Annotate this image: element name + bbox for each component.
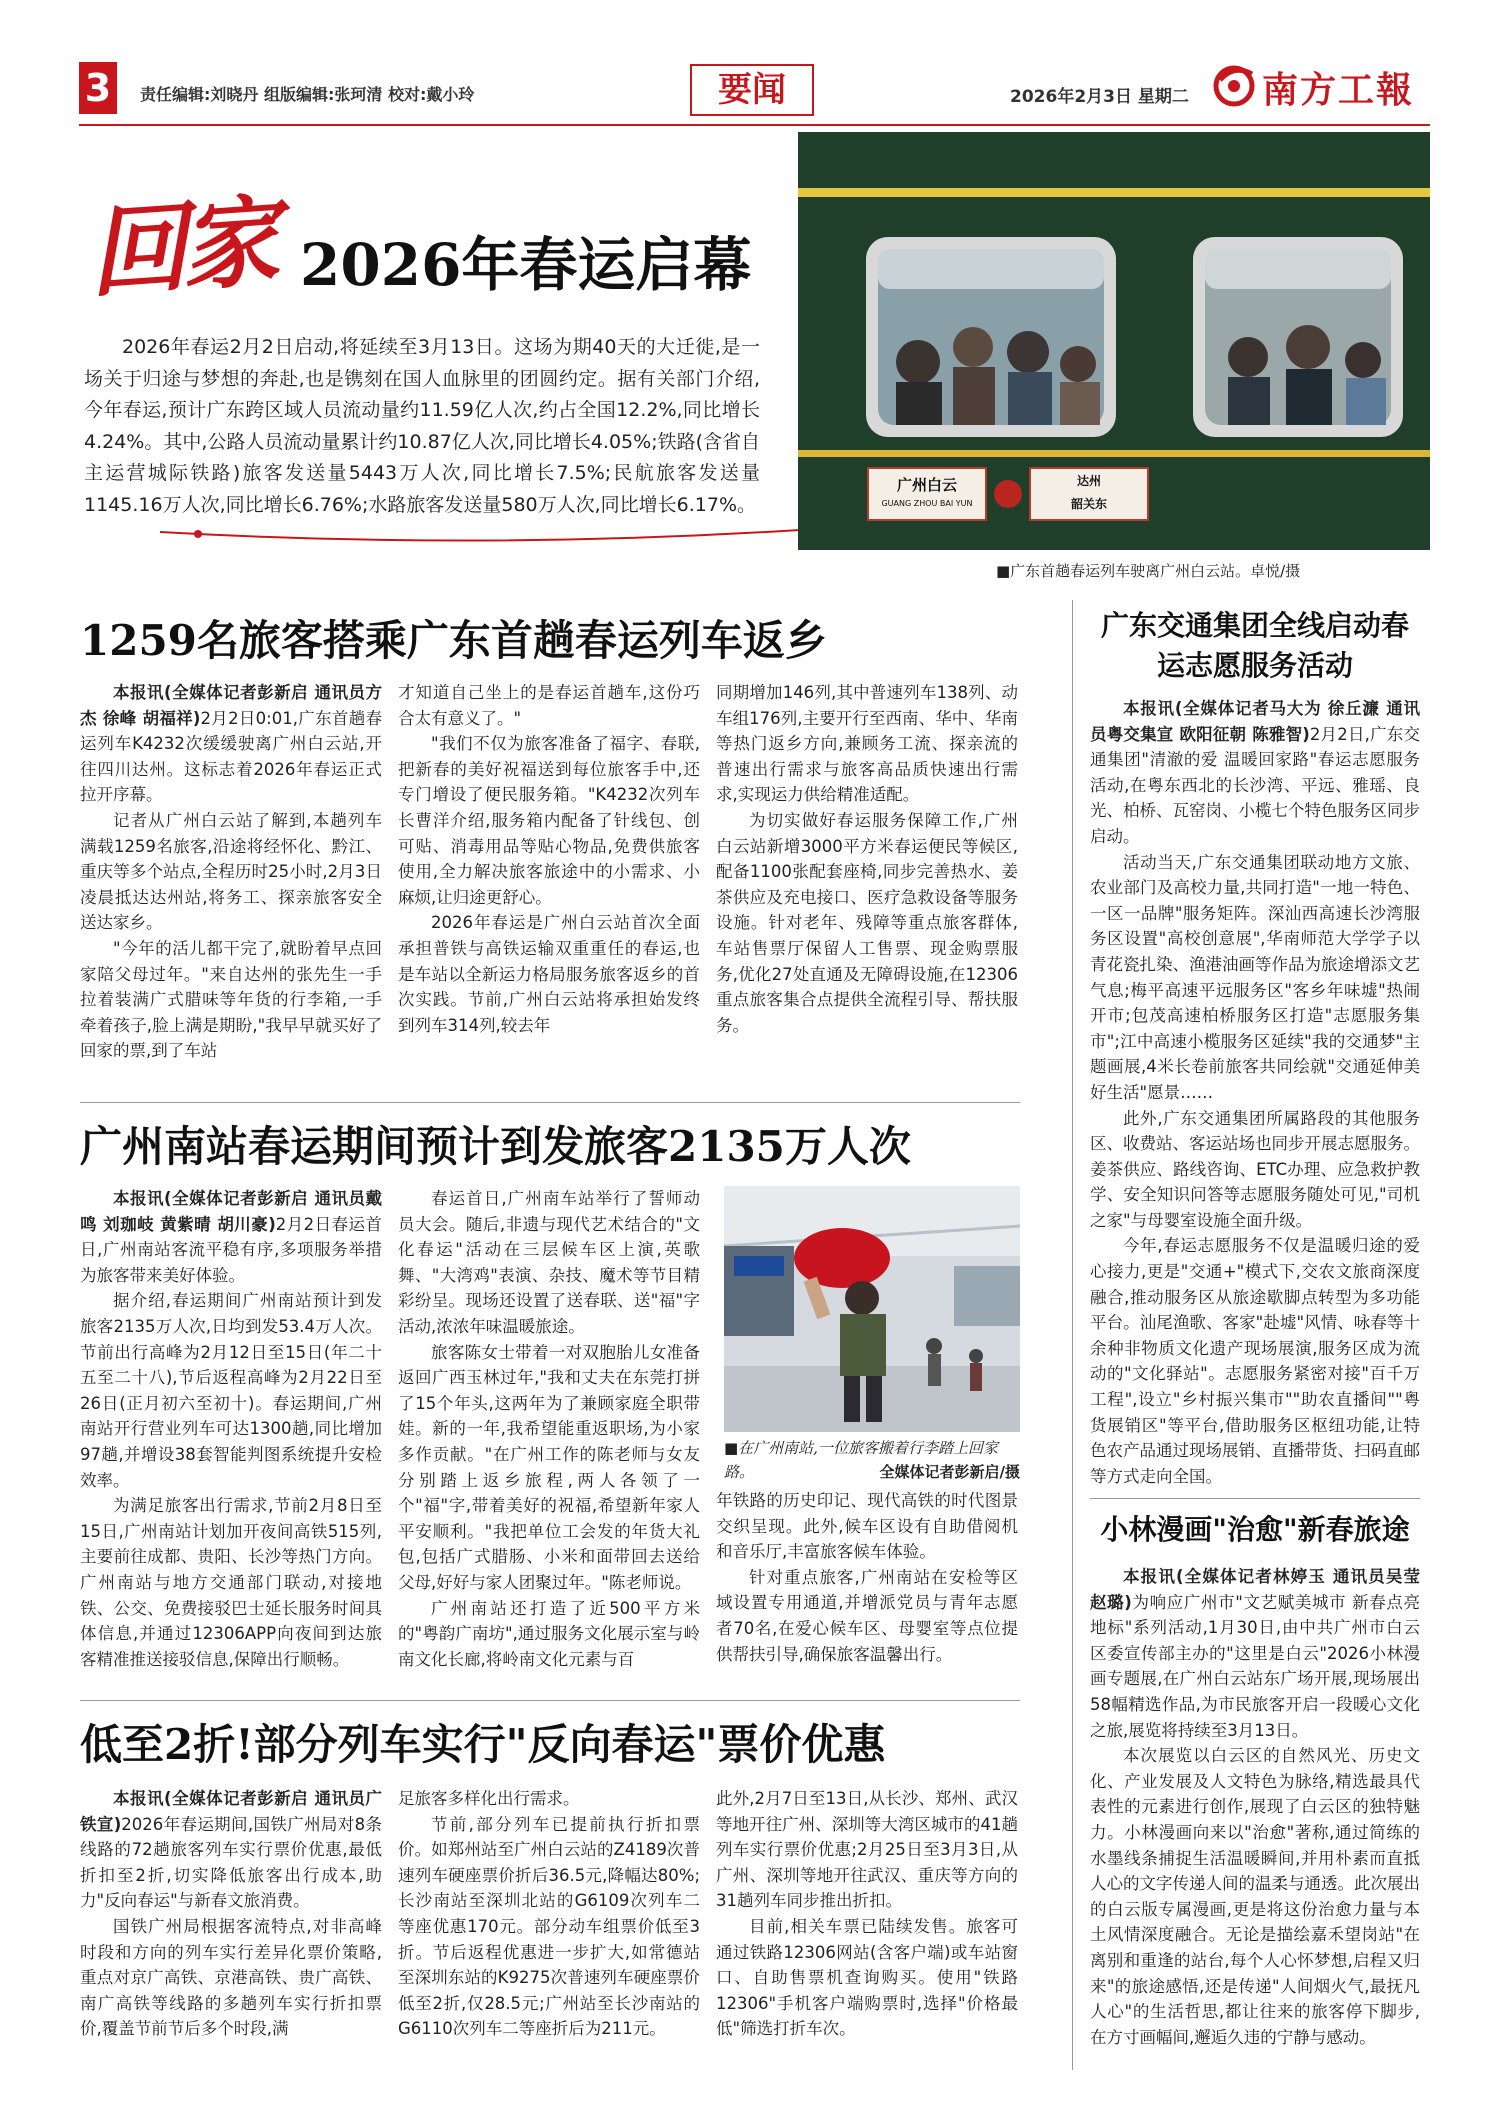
hero-photo bbox=[798, 132, 1430, 550]
header-rule bbox=[79, 124, 1430, 126]
article1-col1: 本报讯(全媒体记者彭新启 通讯员方杰 徐峰 胡福祥)2月2日0:01,广东首趟春运列车K4232次缓缓驶离广州白云站,开往四川达州。这标志着2026年春运正式拉开序幕。 记者从广州白云站了解到,本趟列车满载1259名旅客,沿途将经怀化、黔江、重庆等多个站点,全程历时25小时,2月3日凌晨抵达达州站,将务工、探亲旅客安全送达家乡。 "今年的活儿都干完了,就盼着早点回家陪父母过年。"来自达州的张先生一手拉着装满广式腊味等年货的行李箱,一手牵着孩子,脸上满是期盼,"我早早就买好了回家的票,到了车站 bbox=[80, 683, 382, 1061]
newspaper-logo bbox=[1210, 60, 1430, 110]
station-traveler-illustration bbox=[724, 1186, 1020, 1432]
article2-col2: 春运首日,广州南车站举行了誓师动员大会。随后,非遗与现代艺术结合的"文化春运"活动在三层候车区上演,英歌舞、"大湾鸡"表演、杂技、魔术等节目精彩纷呈。现场还设置了送春联、送"福"字活动,浓浓年味温暖旅途。 旅客陈女士带着一对双胞胎儿女准备返回广西玉林过年,"我和丈夫在东莞打拼了15个年头,这两年为了兼顾家庭全职带娃。新的一年,我希望能重返职场,为小家多作贡献。"在广州工作的陈老师与女友分别踏上返乡旅程,两人各领了一个"福"字,带着美好的祝福,希望新年家人平安顺利。"我把单位工会发的年货大礼包,包括广式腊肠、小米和面带回去送给父母,好好与家人团聚过年。"陈老师说。 广州南站还打造了近500平方米的"粤韵广南坊",通过服务文化展示室与岭南文化长廊,将岭南文化元素与百 bbox=[398, 1189, 700, 1669]
article2-photo bbox=[724, 1186, 1020, 1432]
sidebar1-body: 本报讯(全媒体记者马大为 徐丘濂 通讯员粤交集宣 欧阳征朝 陈雅智)2月2日,广东交通集团"清澈的爱 温暖回家路"春运志愿服务活动,在粤东西北的长沙湾、平远、雅瑶、良光、柏桥、瓦窑岗、小榄七个特色服务区同步启动。 活动当天,广东交通集团联动地方文旅、农业部门及高校力量,共同打造"一地一特色、一区一品牌"服务矩阵。深汕西高速长沙湾服务区设置"高校创意展",华南师范大学学子以青花瓷扎染、渔港油画等作品为旅途增添文艺气息;梅平高速平远服务区"客乡年味墟"热闹开市;包茂高速柏桥服务区打造"志愿服务集市";江中高速小榄服务区延续"我的交通梦"主题画展,4米长卷前旅客共同绘就"交通延伸美好生活"愿景…… 此外,广东交通集团所属路段的其他服务区、收费站、客运站场也同步开展志愿服务。姜茶供应、路线咨询、ETC办理、应急救护教学、安全知识问答等志愿服务随处可见,"司机之家"与母婴室设施全面升级。 今年,春运志愿服务不仅是温暖归途的爱心接力,更是"交通+"模式下,交农文旅商深度融合,推动服务区从旅途歇脚点转型为多功能平台。汕尾渔歌、客家"赴墟"风情、咏春等十余种非物质文化遗产现场展演,服务区成为流动的"文化驿站"。志愿服务紧密对接"百千万工程",设立"乡村振兴集市""助农直播间""粤货展销区"等平台,借助服务区枢纽功能,让特色农产品通过现场展销、直播带货、扫码直邮等方式走向全国。 bbox=[1090, 699, 1420, 1486]
lead-swoosh-decoration bbox=[160, 520, 800, 550]
sidebar2-title: 小林漫画"治愈"新春旅途 bbox=[1100, 1513, 1410, 1546]
article3-title: 低至2折!部分列车实行"反向春运"票价优惠 bbox=[80, 1720, 886, 1769]
article2-col3: 年铁路的历史印记、现代高铁的时代图景交织呈现。此外,候车区设有自助借阅机和音乐厅,丰富旅客候车体验。 针对重点旅客,广州南站在安检等区域设置专用通道,并增派党员与青年志愿者70名,在爱心候车区、母婴室等点位提供帮扶引导,确保旅客温馨出行。 bbox=[716, 1491, 1018, 1664]
sidebar1-title: 广东交通集团全线启动春运志愿服务活动 bbox=[1100, 609, 1409, 682]
logo-text: 南方工報 bbox=[1262, 70, 1415, 111]
article3-col1: 本报讯(全媒体记者彭新启 通讯员广铁宣)2026年春运期间,国铁广州局对8条线路的72趟旅客列车实行票价优惠,最低折扣至2折,切实降低旅客出行成本,助力"反向春运"与新春文旅消费。 国铁广州局根据客流特点,对非高峰时段和方向的列车实行差异化票价策略,重点对京广高铁、京港高铁、贵广高铁、南广高铁等线路的多趟列车实行折扣票价,覆盖节前节后多个时段,满 bbox=[80, 1789, 383, 2039]
logo-emblem-icon bbox=[1210, 60, 1260, 110]
article2-photo-caption: ■在广州南站,一位旅客搬着行李踏上回家路。 全媒体记者彭新启/摄 bbox=[724, 1439, 1020, 1481]
sign-right: 达州 韶关东 bbox=[1070, 474, 1107, 511]
divider bbox=[80, 1102, 1020, 1103]
divider bbox=[80, 1700, 1020, 1701]
issue-date: 2026年2月3日 星期二 bbox=[1010, 87, 1189, 107]
hero-title-art: 回家 bbox=[84, 184, 277, 312]
hero-title: 2026年春运启幕 bbox=[300, 231, 752, 299]
page-number: 3 bbox=[79, 62, 117, 114]
article1-col3: 同期增加146列,其中普速列车138列、动车组176列,主要开行至西南、华中、华南等热门返乡方向,兼顾务工流、探亲流的普速出行需求与旅客高品质快速出行需求,实现运力供给精准适配。 为切实做好春运服务保障工作,广州白云站新增3000平方米春运便民等候区,配备1100张配套座椅,同步完善热水、姜茶供应及充电接口、医疗急救设备等服务设施。针对老年、残障等重点旅客群体,车站售票厅保留人工售票、现金购票服务,优化27处直通及无障碍设施,在12306重点旅客集合点提供全流程引导、帮扶服务。 bbox=[716, 683, 1018, 1035]
editors-credit: 责任编辑:刘晓丹 组版编辑:张珂清 校对:戴小玲 bbox=[140, 85, 475, 104]
article3-col2: 足旅客多样化出行需求。 节前,部分列车已提前执行折扣票价。如郑州站至广州白云站的Z4189次普速列车硬座票价折后36.5元,降幅达80%;长沙南站至深圳北站的G6109次列车二等座优惠170元。部分动车组票价低至3折。节后返程优惠进一步扩大,如常德站至深圳东站的K9275次普速列车硬座票价低至2折,仅28.5元;广州站至长沙南站的G6110次列车二等座折后为211元。 bbox=[398, 1789, 700, 2039]
article1-col2: 才知道自己坐上的是春运首趟车,这份巧合太有意义了。" "我们不仅为旅客准备了福字、春联,把新春的美好祝福送到每位旅客手中,还专门增设了便民服务箱。"K4232次列车长曹洋介绍,服务箱内配备了针线包、创可贴、消毒用品等贴心物品,免费供旅客使用,全力解决旅客旅途中的小需求、小麻烦,让归途更舒心。 2026年春运是广州白云站首次全面承担普铁与高铁运输双重重任的春运,也是车站以全新运力格局服务旅客返乡的首次实践。节前,广州白云站将承担始发终到列车314列,较去年 bbox=[398, 683, 700, 1035]
column-divider bbox=[1072, 600, 1073, 2070]
hero-lead: 2026年春运2月2日启动,将延续至3月13日。这场为期40天的大迁徙,是一场关于归途与梦想的奔赴,也是镌刻在国人血脉里的团圆约定。据有关部门介绍,今年春运,预计广东跨区域人员流动量约11.59亿人次,约占全国12.2%,同比增长4.24%。其中,公路人员流动量累计约10.87亿人次,同比增长4.05%;铁路(含省自主运营城际铁路)旅客发送量5443万人次,同比增长7.5%;民航旅客发送量1145.16万人次,同比增长6.76%;水路旅客发送量580万人次,同比增长6.17%。 bbox=[84, 336, 761, 516]
sidebar2-body: 本报讯(全媒体记者林婷玉 通讯员吴莹 赵璐)为响应广州市"文艺赋美城市 新春点亮地标"系列活动,1月30日,由中共广州市白云区委宣传部主办的"这里是白云"2026小林漫画专题展,在广州白云站东广场开展,现场展出58幅精选作品,为市民旅客开启一段暖心文化之旅,展览将持续至3月13日。 本次展览以白云区的自然风光、历史文化、产业发展及人文特色为脉络,精选最具代表性的元素进行创作,展现了白云区的独特魅力。小林漫画向来以"治愈"著称,通过简练的水墨线条捕捉生活温暖瞬间,并用朴素而直抵人心的文字传递人间的温柔与通透。此次展出的白云版专属漫画,更是将这份治愈力量与本土风情深度融合。无论是描绘嘉禾望岗站"在离别和重逢的站台,每个人心怀梦想,启程又归来"的旅途感悟,还是传递"人间烟火气,最抚凡人心"的生活哲思,都让往来的旅客停下脚步,在方寸画幅间,邂逅久违的宁静与感动。 bbox=[1090, 1567, 1420, 2047]
article1-title: 1259名旅客搭乘广东首趟春运列车返乡 bbox=[80, 616, 827, 665]
article3-col3: 此外,2月7日至13日,从长沙、郑州、武汉等地开往广州、深圳等大湾区城市的41趟列车实行票价优惠;2月25日至3月3日,从广州、深圳等地开往武汉、重庆等方向的31趟列车同步推出折扣。 目前,相关车票已陆续发售。旅客可通过铁路12306网站(含客户端)或车站窗口、自助售票机查询购买。使用"铁路12306"手机客户端购票时,选择"价格最低"筛选打折车次。 bbox=[716, 1789, 1018, 2039]
article2-col1: 本报讯(全媒体记者彭新启 通讯员戴鸣 刘珈岐 黄紫晴 胡川豪)2月2日春运首日,广州南站客流平稳有序,多项服务举措为旅客带来美好体验。 据介绍,春运期间广州南站预计到发旅客2135万人次,日均到发53.4万人次。节前出行高峰为2月12日至15日(年二十五至二十八),节后返程高峰为2月22日至26日(正月初六至初十)。春运期间,广州南站开行营业列车可达1300趟,同比增加97趟,并增设38套智能判图系统提升安检效率。 为满足旅客出行需求,节前2月8日至15日,广州南站计划加开夜间高铁515列,主要前往成都、贵阳、长沙等热门方向。广州南站与地方交通部门联动,对接地铁、公交、免费接驳巴士延长服务时间具体信息,并通过12306APP向夜间到达旅客精准推送接驳信息,保障出行顺畅。 bbox=[80, 1189, 382, 1669]
hero-caption: ■广东首趟春运列车驶离广州白云站。卓悦/摄 bbox=[996, 562, 1301, 580]
sign-left: 广州白云 GUANG ZHOU BAI YUN bbox=[881, 476, 973, 508]
divider bbox=[1090, 1498, 1420, 1499]
section-label: 要闻 bbox=[690, 64, 814, 116]
article2-title: 广州南站春运期间预计到发旅客2135万人次 bbox=[80, 1122, 911, 1171]
